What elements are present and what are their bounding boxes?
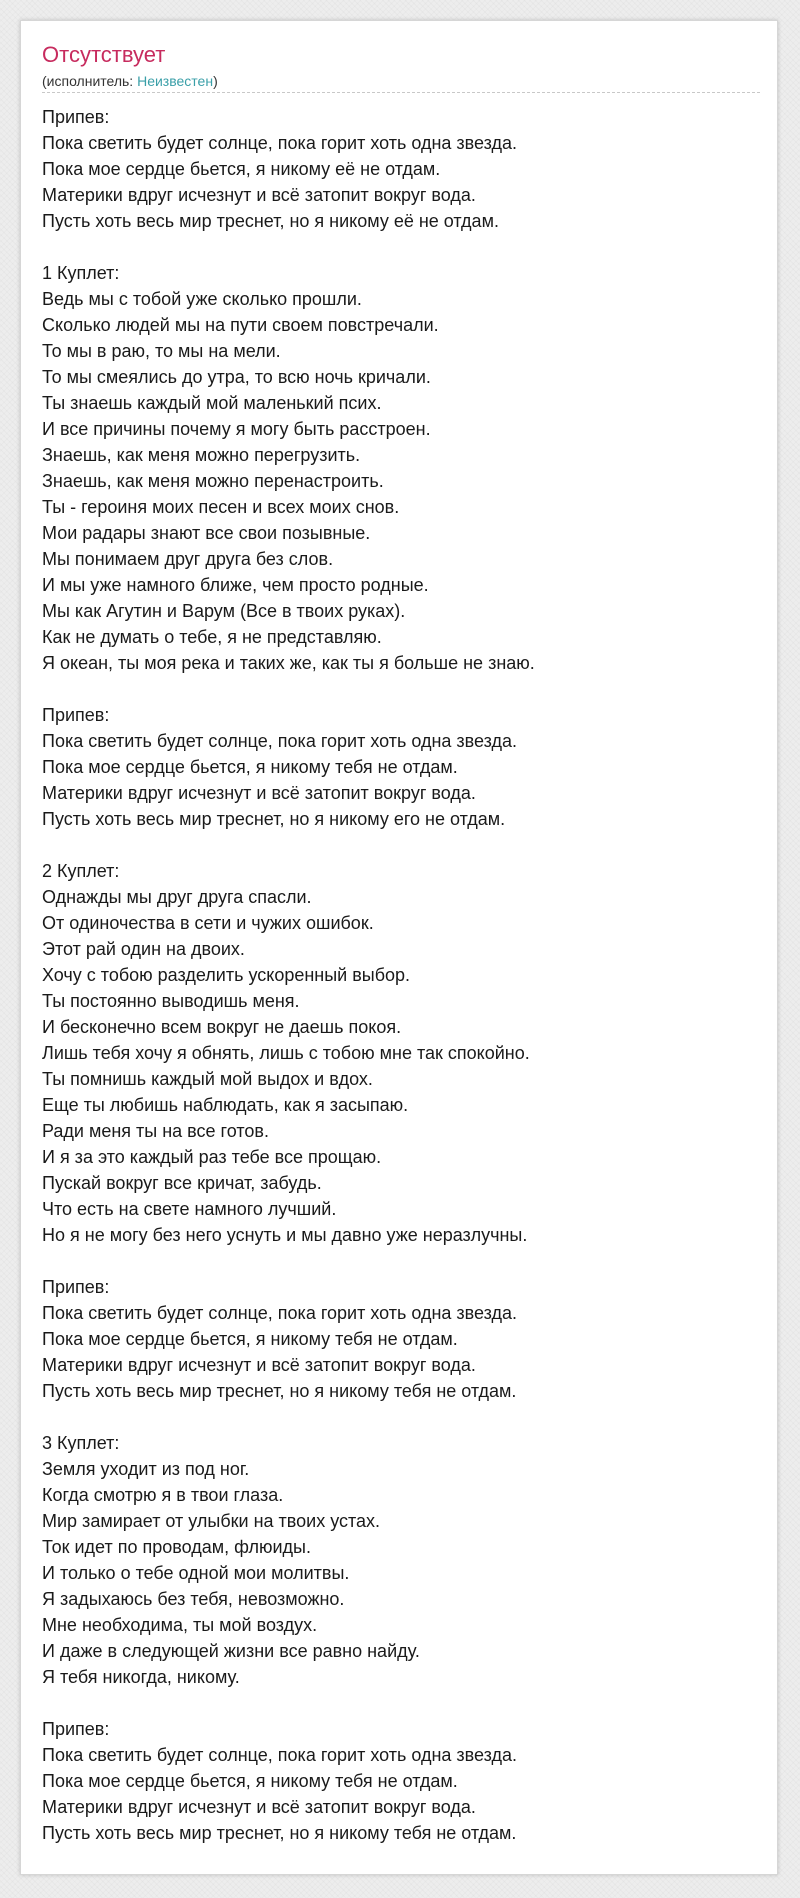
stanza-heading: 1 Куплет: xyxy=(42,263,120,283)
lyric-line: Когда смотрю я в твои глаза. xyxy=(42,1485,284,1505)
song-header xyxy=(42,42,760,90)
stanza-heading: Припев: xyxy=(42,1277,110,1297)
lyric-line: И мы уже намного ближе, чем просто родные. xyxy=(42,575,429,595)
lyric-line: Этот рай один на двоих. xyxy=(42,939,245,959)
artist-byline xyxy=(42,72,760,90)
lyric-line: Пока мое сердце бьется, я никому её не отдам. xyxy=(42,159,441,179)
lyric-line: Сколько людей мы на пути своем повстречали. xyxy=(42,315,439,335)
lyrics-stanza xyxy=(42,702,760,832)
lyric-line: Пока светить будет солнце, пока горит хоть одна звезда. xyxy=(42,731,518,751)
lyric-line: Пусть хоть весь мир треснет, но я никому её не отдам. xyxy=(42,211,499,231)
byline-prefix: (исполнитель: xyxy=(42,73,138,89)
lyrics-stanza xyxy=(42,1430,760,1690)
lyric-line: Я задыхаюсь без тебя, невозможно. xyxy=(42,1589,345,1609)
lyric-line: Материки вдруг исчезнут и всё затопит вокруг вода. xyxy=(42,185,476,205)
lyric-line: Ты помнишь каждый мой выдох и вдох. xyxy=(42,1069,373,1089)
lyric-line: Материки вдруг исчезнут и всё затопит вокруг вода. xyxy=(42,783,476,803)
lyric-line: Пока светить будет солнце, пока горит хоть одна звезда. xyxy=(42,1303,518,1323)
artist-link[interactable]: Неизвестен xyxy=(137,73,214,89)
lyric-line: То мы смеялись до утра, то всю ночь кричали. xyxy=(42,367,431,387)
lyric-line: И бесконечно всем вокруг не даешь покоя. xyxy=(42,1017,402,1037)
lyric-line: Ты знаешь каждый мой маленький псих. xyxy=(42,393,382,413)
lyric-line: Еще ты любишь наблюдать, как я засыпаю. xyxy=(42,1095,409,1115)
lyric-line: Я тебя никогда, никому. xyxy=(42,1667,240,1687)
lyric-line: Мне необходима, ты мой воздух. xyxy=(42,1615,318,1635)
stanza-heading: 3 Куплет: xyxy=(42,1433,120,1453)
lyric-line: Пусть хоть весь мир треснет, но я никому его не отдам. xyxy=(42,809,506,829)
lyric-line: Что есть на свете намного лучший. xyxy=(42,1199,337,1219)
lyrics-card xyxy=(20,20,778,1875)
lyrics-body xyxy=(42,104,760,1872)
lyric-line: Пока мое сердце бьется, я никому тебя не отдам. xyxy=(42,1771,458,1791)
lyric-line: И только о тебе одной мои молитвы. xyxy=(42,1563,350,1583)
lyric-line: И даже в следующей жизни все равно найду. xyxy=(42,1641,420,1661)
lyrics-stanza xyxy=(42,1274,760,1404)
lyric-line: Пока светить будет солнце, пока горит хоть одна звезда. xyxy=(42,1745,518,1765)
lyric-line: Пусть хоть весь мир треснет, но я никому тебя не отдам. xyxy=(42,1823,517,1843)
lyric-line: Как не думать о тебе, я не представляю. xyxy=(42,627,382,647)
song-title: Отсутствует xyxy=(42,42,166,67)
lyric-line: И я за это каждый раз тебе все прощаю. xyxy=(42,1147,382,1167)
lyric-line: От одиночества в сети и чужих ошибок. xyxy=(42,913,374,933)
lyric-line: Пока светить будет солнце, пока горит хоть одна звезда. xyxy=(42,133,518,153)
lyric-line: Земля уходит из под ног. xyxy=(42,1459,250,1479)
stanza-heading: Припев: xyxy=(42,1719,110,1739)
lyric-line: Ведь мы с тобой уже сколько прошли. xyxy=(42,289,362,309)
lyric-line: Материки вдруг исчезнут и всё затопит вокруг вода. xyxy=(42,1797,476,1817)
stanza-heading: Припев: xyxy=(42,705,110,725)
lyric-line: Материки вдруг исчезнут и всё затопит вокруг вода. xyxy=(42,1355,476,1375)
lyric-line: Ток идет по проводам, флюиды. xyxy=(42,1537,311,1557)
lyric-line: Пока мое сердце бьется, я никому тебя не отдам. xyxy=(42,757,458,777)
lyric-line: Мир замирает от улыбки на твоих устах. xyxy=(42,1511,381,1531)
lyric-line: Но я не могу без него уснуть и мы давно уже неразлучны. xyxy=(42,1225,528,1245)
lyrics-stanza xyxy=(42,858,760,1248)
lyric-line: Пусть хоть весь мир треснет, но я никому тебя не отдам. xyxy=(42,1381,517,1401)
header-divider xyxy=(42,92,760,93)
stanza-heading: 2 Куплет: xyxy=(42,861,120,881)
lyric-line: Однажды мы друг друга спасли. xyxy=(42,887,312,907)
lyric-line: Мы понимаем друг друга без слов. xyxy=(42,549,334,569)
lyric-line: Я океан, ты моя река и таких же, как ты я больше не знаю. xyxy=(42,653,535,673)
lyric-line: И все причины почему я могу быть расстроен. xyxy=(42,419,431,439)
lyric-line: Мы как Агутин и Варум (Все в твоих руках). xyxy=(42,601,406,621)
lyric-line: Знаешь, как меня можно перенастроить. xyxy=(42,471,384,491)
lyrics-stanza xyxy=(42,260,760,676)
lyric-line: Знаешь, как меня можно перегрузить. xyxy=(42,445,361,465)
lyrics-stanza xyxy=(42,104,760,234)
lyric-line: Ты постоянно выводишь меня. xyxy=(42,991,300,1011)
stanza-heading: Припев: xyxy=(42,107,110,127)
lyric-line: Мои радары знают все свои позывные. xyxy=(42,523,371,543)
lyric-line: Ради меня ты на все готов. xyxy=(42,1121,269,1141)
lyric-line: Пока мое сердце бьется, я никому тебя не отдам. xyxy=(42,1329,458,1349)
lyrics-stanza xyxy=(42,1716,760,1846)
lyric-line: Хочу с тобою разделить ускоренный выбор. xyxy=(42,965,411,985)
lyric-line: Лишь тебя хочу я обнять, лишь с тобою мне так спокойно. xyxy=(42,1043,530,1063)
lyric-line: Ты - героиня моих песен и всех моих снов. xyxy=(42,497,400,517)
lyric-line: То мы в раю, то мы на мели. xyxy=(42,341,281,361)
byline-suffix: ) xyxy=(213,73,218,89)
lyric-line: Пускай вокруг все кричат, забудь. xyxy=(42,1173,322,1193)
